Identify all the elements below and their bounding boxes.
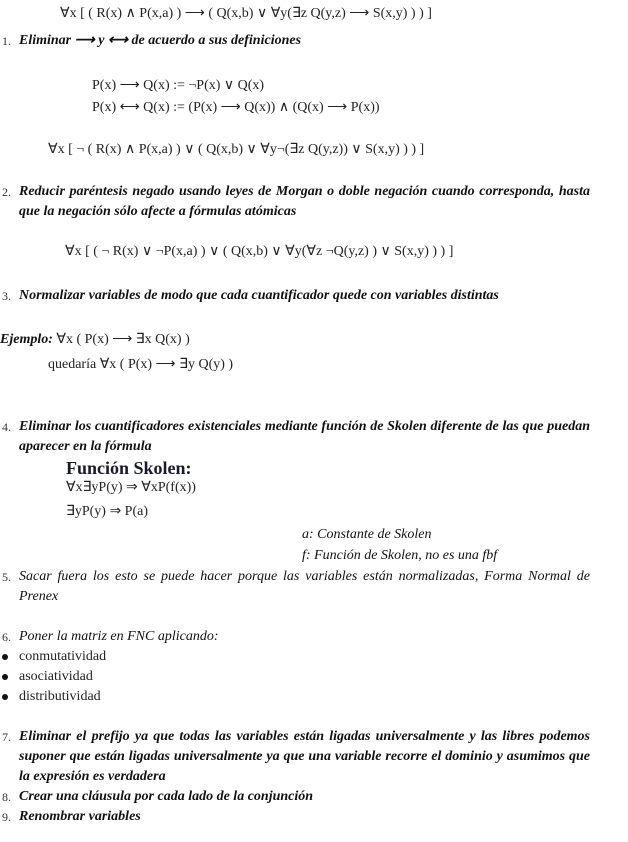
step-5: Sacar fuera los esto se puede hacer porque las variables están normalizadas, Forma Normal de Prenex xyxy=(19,569,590,604)
skolem-note-f: f: Función de Skolen, no es una fbf xyxy=(302,548,498,563)
bullet-item xyxy=(2,687,101,707)
bullet-text: conmutatividad xyxy=(19,649,107,664)
step-number: 3. xyxy=(2,289,11,303)
step-9: Renombrar variables xyxy=(19,809,141,824)
formula-after-step-2: ∀x [ ( ¬ R(x) ∨ ¬P(x,a) ) ∨ ( Q(x,b) ∨ ∀y(∀z ¬Q(y,z) ) ∨ S(x,y) ) ) ] xyxy=(65,244,454,259)
result-formula: ∀x ( P(x) ⟶ ∃y Q(y) ) xyxy=(99,357,234,372)
step-6: Poner la matriz en FNC aplicando: xyxy=(19,629,219,644)
definition-iff: P(x) ⟷ Q(x) := (P(x) ⟶ Q(x)) ∧ (Q(x) ⟶ P(x)) xyxy=(92,100,380,115)
example-formula: ∀x ( P(x) ⟶ ∃x Q(x) ) xyxy=(56,332,190,347)
bullet-text: asociatividad xyxy=(19,669,93,684)
bullet-item xyxy=(2,647,106,667)
step-4: Eliminar los cuantificadores existenciales mediante función de Skolen diferente de las que puedan aparecer en la fórmula xyxy=(19,419,590,454)
bullet-icon xyxy=(2,654,8,660)
step-number: 9. xyxy=(2,810,11,824)
step-number: 6. xyxy=(2,630,11,644)
step-number: 8. xyxy=(2,790,11,804)
step-number: 7. xyxy=(2,730,11,744)
formula-after-step-1: ∀x [ ¬ ( R(x) ∧ P(x,a) ) ∨ ( Q(x,b) ∨ ∀y¬(∃z Q(y,z)) ∨ S(x,y) ) ) ] xyxy=(48,142,425,157)
step-7: Eliminar el prefijo ya que todas las variables están ligadas universalmente y las libres podemos suponer que están ligadas universalmente ya que una variable recorre el dominio y asumimos que la expresión es verdadera xyxy=(19,729,590,784)
result-label: quedaría xyxy=(48,357,97,372)
skolem-rule-2: ∃yP(y) ⇒ P(a) xyxy=(66,504,149,519)
bullet-item xyxy=(2,667,93,687)
step-3: Normalizar variables de modo que cada cuantificador quede con variables distintas xyxy=(19,288,499,303)
step-8: Crear una cláusula por cada lado de la conjunción xyxy=(19,789,314,804)
step-1: Eliminar ⟶ y ⟷ de acuerdo a sus definiciones xyxy=(19,33,302,48)
original-formula: ∀x [ ( R(x) ∧ P(x,a) ) ⟶ ( Q(x,b) ∨ ∀y(∃z Q(y,z) ⟶ S(x,y) ) ) ] xyxy=(60,6,432,21)
example-result-line xyxy=(48,355,233,375)
bullet-icon xyxy=(2,694,8,700)
bullet-text: distributividad xyxy=(19,689,101,704)
step-2: Reducir paréntesis negado usando leyes de Morgan o doble negación cuando corresponda, hasta que la negación sólo afecte a fórmulas atómicas xyxy=(19,184,590,219)
bullet-icon xyxy=(2,674,8,680)
step-number: 5. xyxy=(2,570,11,584)
skolem-rule-1: ∀x∃yP(y) ⇒ ∀xP(f(x)) xyxy=(66,480,196,495)
example-line xyxy=(0,330,190,350)
definition-implies: P(x) ⟶ Q(x) := ¬P(x) ∨ Q(x) xyxy=(92,78,265,93)
example-label: Ejemplo: xyxy=(0,332,53,347)
step-number: 2. xyxy=(2,185,11,199)
step-number: 1. xyxy=(2,34,11,48)
skolem-title: Función Skolen: xyxy=(66,458,192,478)
skolem-note-a: a: Constante de Skolen xyxy=(302,527,432,542)
step-number: 4. xyxy=(2,420,11,434)
